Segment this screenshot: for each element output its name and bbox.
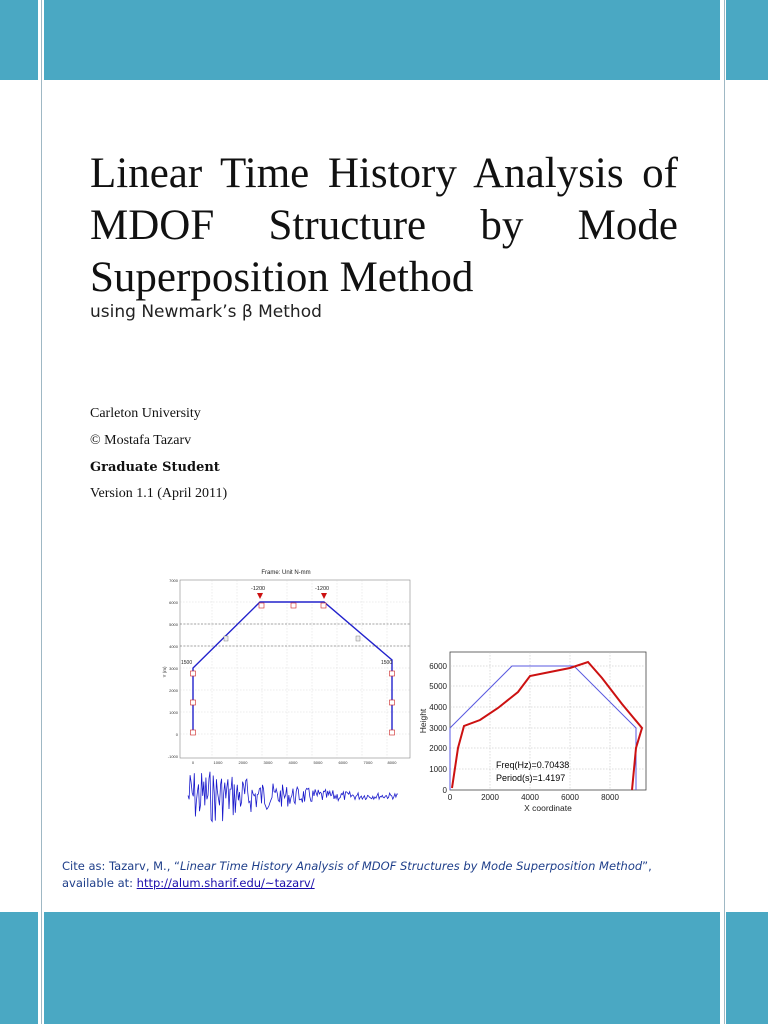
mode-x-tick: 8000 [601, 793, 619, 802]
mode-x-tick: 0 [447, 793, 453, 802]
frame-y-tick: 0 [175, 732, 178, 737]
citation-mid: ”, available at: [62, 859, 652, 890]
mode-x-axis-label: X coordinate [524, 803, 572, 813]
frame-label-right-mid: 1500 [381, 660, 393, 666]
frame-y-tick: -1000 [167, 754, 178, 759]
mode-x-tick: 6000 [561, 793, 579, 802]
frame-x-tick: 1000 [213, 760, 223, 765]
version: Version 1.1 (April 2011) [90, 486, 228, 501]
mode-period-text: Period(s)=1.4197 [496, 773, 566, 783]
mode-y-tick: 4000 [429, 703, 447, 712]
author: © Mostafa Tazarv [90, 433, 192, 448]
mode-shape-figure [418, 648, 660, 828]
frame-x-tick: 4000 [288, 760, 298, 765]
frame-y-axis-label: Y (m) [162, 666, 167, 678]
frame-y-tick: 5000 [169, 622, 178, 627]
mode-y-tick: 2000 [429, 744, 447, 753]
frame-load-left: -1200 [251, 586, 266, 592]
institution: Carleton University [90, 406, 201, 421]
mode-y-tick: 0 [442, 786, 447, 795]
citation-title: Linear Time History Analysis of MDOF Structures by Mode Superposition Method [179, 859, 643, 873]
frame-x-tick: 0 [191, 760, 195, 765]
citation-link[interactable]: http://alum.sharif.edu/~tazarv/ [136, 876, 315, 890]
mode-y-tick: 3000 [429, 724, 447, 733]
document-title: Linear Time History Analysis of MDOF Structure by Mode Superposition Method [90, 150, 678, 301]
citation-prefix: Cite as: Tazarv, M., “ [62, 859, 180, 873]
mode-y-tick: 6000 [429, 662, 447, 671]
right-gap [720, 0, 726, 1024]
document-subtitle: using Newmark’s β Method [90, 302, 322, 322]
frame-y-tick: 4000 [169, 644, 178, 649]
frame-x-tick: 6000 [338, 760, 348, 765]
mode-y-tick: 5000 [429, 682, 447, 691]
frame-label-left-mid: 1500 [181, 660, 193, 666]
mode-freq-text: Freq(Hz)=0.70438 [496, 760, 570, 770]
frame-y-tick: 1000 [169, 710, 178, 715]
frame-figure [160, 560, 412, 832]
author-role: Graduate Student [90, 460, 220, 475]
citation [62, 858, 702, 892]
frame-x-tick: 2000 [238, 760, 248, 765]
mode-y-tick: 1000 [429, 765, 447, 774]
frame-y-tick: 2000 [169, 688, 178, 693]
right-margin-rule [724, 0, 725, 1024]
frame-y-tick: 3000 [169, 666, 178, 671]
mode-x-tick: 4000 [521, 793, 539, 802]
frame-x-tick: 5000 [313, 760, 323, 765]
frame-y-tick: 6000 [169, 600, 178, 605]
header-band [0, 0, 768, 80]
mode-y-axis-label: Height [418, 708, 428, 734]
footer-band [0, 912, 768, 1024]
mode-x-tick: 2000 [481, 793, 499, 802]
frame-x-tick: 7000 [363, 760, 373, 765]
frame-load-right: -1200 [315, 586, 330, 592]
left-margin-rule [41, 0, 42, 1024]
frame-y-tick: 7000 [169, 578, 178, 583]
frame-figure-title: Frame: Unit N-mm [261, 570, 311, 576]
frame-x-tick: 3000 [263, 760, 273, 765]
frame-x-tick: 8000 [387, 760, 397, 765]
